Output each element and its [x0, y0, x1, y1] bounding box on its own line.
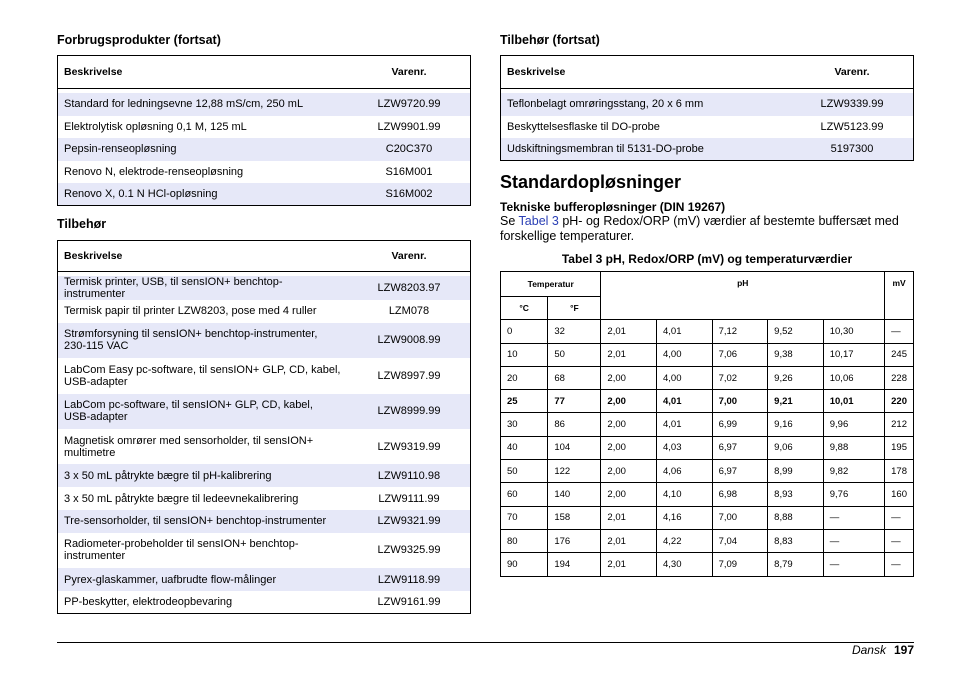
- intro-text-before: Se: [500, 214, 519, 228]
- table-row: PP-beskytter, elektrodeopbevaring LZW9161.99: [64, 596, 441, 609]
- table-cell: 4,22: [657, 529, 713, 552]
- table-3-link[interactable]: Tabel 3: [518, 214, 559, 228]
- table-cell: 7,00: [712, 506, 768, 529]
- table-cell: 8,99: [768, 460, 824, 483]
- table-row: [501, 343, 914, 366]
- table-cell: 9,82: [823, 460, 884, 483]
- table-cell: 4,00: [657, 366, 713, 389]
- table-cell: 9,38: [768, 343, 824, 366]
- intro-paragraph: [500, 214, 915, 244]
- table-cell: 2,00: [601, 366, 657, 389]
- table-cell: 10: [501, 343, 548, 366]
- table-cell: 20: [501, 366, 548, 389]
- table-cell: 8,83: [768, 529, 824, 552]
- table-cell: —: [885, 320, 914, 343]
- table-row: [501, 320, 914, 343]
- table-row: [501, 366, 914, 389]
- table-cell: 160: [885, 483, 914, 506]
- table-cell: 9,88: [823, 436, 884, 459]
- table-row: Renovo X, 0.1 N HCl-opløsning S16M002: [58, 183, 471, 206]
- table-row: [501, 483, 914, 506]
- table-cell: 6,98: [712, 483, 768, 506]
- accessories-cont-table: [500, 55, 914, 161]
- table-cell: 30: [501, 413, 548, 436]
- section-title: Standardopløsninger: [500, 172, 682, 192]
- table-cell: 104: [548, 436, 601, 459]
- table-row: Teflonbelagt omrøringsstang, 20 x 6 mm LZW9339.99: [501, 93, 914, 116]
- table-cell: 4,01: [657, 390, 713, 413]
- table-row: Pepsin-renseopløsning C20C370: [58, 138, 471, 161]
- table-row: Renovo N, elektrode-renseopløsning S16M001: [64, 165, 433, 178]
- table-cell: 9,06: [768, 436, 824, 459]
- table-cell: 194: [548, 553, 601, 576]
- table-cell: 6,99: [712, 413, 768, 436]
- table-row: Beskyttelsesflaske til DO-probe LZW5123.99: [507, 120, 884, 133]
- table-row: [501, 390, 914, 413]
- table-cell: 68: [548, 366, 601, 389]
- table-cell: 8,79: [768, 553, 824, 576]
- table-row: Standard for ledningsevne 12,88 mS/cm, 250 mL LZW9720.99: [58, 93, 471, 116]
- table-cell: 10,01: [823, 390, 884, 413]
- table-cell: —: [823, 553, 884, 576]
- table-cell: 70: [501, 506, 548, 529]
- table-cell: 8,93: [768, 483, 824, 506]
- table-row: [501, 460, 914, 483]
- table-row: Termisk printer, USB, til sensION+ benchtop-instrumenter LZW8203.97: [58, 276, 471, 300]
- table-cell: 9,52: [768, 320, 824, 343]
- table-cell: 80: [501, 529, 548, 552]
- table-cell: 2,00: [601, 436, 657, 459]
- buffer-values-table: [500, 271, 914, 577]
- table-cell: 195: [885, 436, 914, 459]
- table-cell: 4,03: [657, 436, 713, 459]
- table-row: Termisk papir til printer LZW8203, pose med 4 ruller LZM078: [64, 305, 430, 318]
- table-cell: 9,26: [768, 366, 824, 389]
- subsection-title: Tekniske bufferopløsninger (DIN 19267): [500, 200, 726, 214]
- table-row: Magnetisk omrører med sensorholder, til sensION+ multimetre LZW9319.99: [64, 434, 441, 459]
- col-description: Beskrivelse: [58, 241, 349, 272]
- table-cell: 10,30: [823, 320, 884, 343]
- table-row: 3 x 50 mL påtrykte bægre til pH-kalibrering LZW9110.98: [58, 464, 471, 487]
- table-cell: 2,01: [601, 343, 657, 366]
- col-description: Beskrivelse: [501, 56, 792, 89]
- intro-text-after: pH- og Redox/ORP (mV) værdier af bestemte buffersæt med forskellige temperaturer.: [500, 214, 899, 243]
- consumables-heading: Forbrugsprodukter (fortsat): [57, 33, 221, 47]
- table-row: 3 x 50 mL påtrykte bægre til ledeevnekalibrering LZW9111.99: [64, 492, 440, 505]
- table-row: [501, 506, 914, 529]
- table-cell: 9,76: [823, 483, 884, 506]
- table-row: [501, 436, 914, 459]
- table-cell: 60: [501, 483, 548, 506]
- table-row: LabCom pc-software, til sensION+ GLP, CD, kabel, USB-adapter LZW8999.99: [58, 394, 471, 429]
- col-item-number: Varenr.: [348, 241, 471, 272]
- buffer-rows: [501, 320, 914, 576]
- table-cell: 9,16: [768, 413, 824, 436]
- table-cell: 10,06: [823, 366, 884, 389]
- table-row: Udskiftningsmembran til 5131-DO-probe 5197300: [501, 138, 914, 161]
- table-cell: 6,97: [712, 460, 768, 483]
- header-ph: pH: [601, 272, 885, 320]
- table-cell: 7,06: [712, 343, 768, 366]
- consumables-rows: [58, 89, 471, 206]
- table-cell: 7,02: [712, 366, 768, 389]
- table-cell: —: [885, 529, 914, 552]
- col-description: Beskrivelse: [58, 56, 349, 89]
- table-row: LabCom Easy pc-software, til sensION+ GLP, CD, kabel, USB-adapter LZW8997.99: [64, 363, 441, 388]
- table-row: Pyrex-glaskammer, uafbrudte flow-målinger LZW9118.99: [58, 568, 471, 591]
- table-row: [501, 413, 914, 436]
- table-cell: 7,12: [712, 320, 768, 343]
- table-cell: 4,30: [657, 553, 713, 576]
- table-cell: 6,97: [712, 436, 768, 459]
- table-cell: 212: [885, 413, 914, 436]
- header-temperature: Temperatur: [501, 272, 601, 297]
- header-mv: mV: [885, 272, 914, 320]
- table-cell: 228: [885, 366, 914, 389]
- footer-language: Dansk: [851, 643, 886, 657]
- table-cell: 2,00: [601, 413, 657, 436]
- table-cell: 4,01: [657, 413, 713, 436]
- table-cell: 7,09: [712, 553, 768, 576]
- accessories-cont-heading: Tilbehør (fortsat): [500, 33, 600, 47]
- table-cell: 4,16: [657, 506, 713, 529]
- accessories-cont-rows: [501, 89, 914, 161]
- table-cell: 4,01: [657, 320, 713, 343]
- header-fahrenheit: °F: [548, 297, 601, 320]
- table-cell: 25: [501, 390, 548, 413]
- table-cell: 178: [885, 460, 914, 483]
- table-cell: 2,00: [601, 483, 657, 506]
- table-cell: 9,21: [768, 390, 824, 413]
- table-row: Radiometer-probeholder til sensION+ benchtop-instrumenter LZW9325.99: [64, 538, 441, 563]
- table-cell: 0: [501, 320, 548, 343]
- table-cell: 158: [548, 506, 601, 529]
- table-cell: 9,96: [823, 413, 884, 436]
- table-cell: 90: [501, 553, 548, 576]
- table-cell: 77: [548, 390, 601, 413]
- table-cell: 2,01: [601, 506, 657, 529]
- table-cell: 32: [548, 320, 601, 343]
- table-cell: —: [823, 506, 884, 529]
- table-cell: 2,00: [601, 390, 657, 413]
- table-cell: 220: [885, 390, 914, 413]
- table-cell: 2,00: [601, 460, 657, 483]
- table-cell: 4,06: [657, 460, 713, 483]
- table-cell: —: [885, 506, 914, 529]
- table-row: [501, 553, 914, 576]
- table-cell: 2,01: [601, 553, 657, 576]
- table-3-caption: Tabel 3 pH, Redox/ORP (mV) og temperaturværdier: [561, 252, 853, 266]
- table-cell: 40: [501, 436, 548, 459]
- table-row: Strømforsyning til sensION+ benchtop-instrumenter, 230-115 VAC LZW9008.99: [58, 323, 471, 358]
- accessories-heading: Tilbehør: [57, 217, 107, 231]
- header-celsius: °C: [501, 297, 548, 320]
- footer-rule: [57, 642, 914, 643]
- table-cell: 4,10: [657, 483, 713, 506]
- table-cell: 245: [885, 343, 914, 366]
- table-row: [501, 529, 914, 552]
- table-cell: 2,01: [601, 320, 657, 343]
- accessories-table: [57, 240, 471, 614]
- table-cell: 176: [548, 529, 601, 552]
- table-row: Tre-sensorholder, til sensION+ benchtop-instrumenter LZW9321.99: [58, 510, 471, 533]
- consumables-table: [57, 55, 471, 206]
- table-cell: 10,17: [823, 343, 884, 366]
- table-cell: 122: [548, 460, 601, 483]
- table-cell: 7,00: [712, 390, 768, 413]
- table-cell: 50: [548, 343, 601, 366]
- table-cell: 140: [548, 483, 601, 506]
- col-item-number: Varenr.: [348, 56, 471, 89]
- table-cell: —: [823, 529, 884, 552]
- page-number: 197: [893, 643, 914, 657]
- table-cell: 4,00: [657, 343, 713, 366]
- accessories-rows: [58, 272, 471, 614]
- table-cell: 50: [501, 460, 548, 483]
- table-cell: 7,04: [712, 529, 768, 552]
- table-row: Elektrolytisk opløsning 0,1 M, 125 mL LZW9901.99: [64, 120, 441, 133]
- table-cell: 2,01: [601, 529, 657, 552]
- table-cell: 86: [548, 413, 601, 436]
- page-footer: [852, 643, 914, 657]
- col-item-number: Varenr.: [791, 56, 914, 89]
- table-cell: —: [885, 553, 914, 576]
- table-cell: 8,88: [768, 506, 824, 529]
